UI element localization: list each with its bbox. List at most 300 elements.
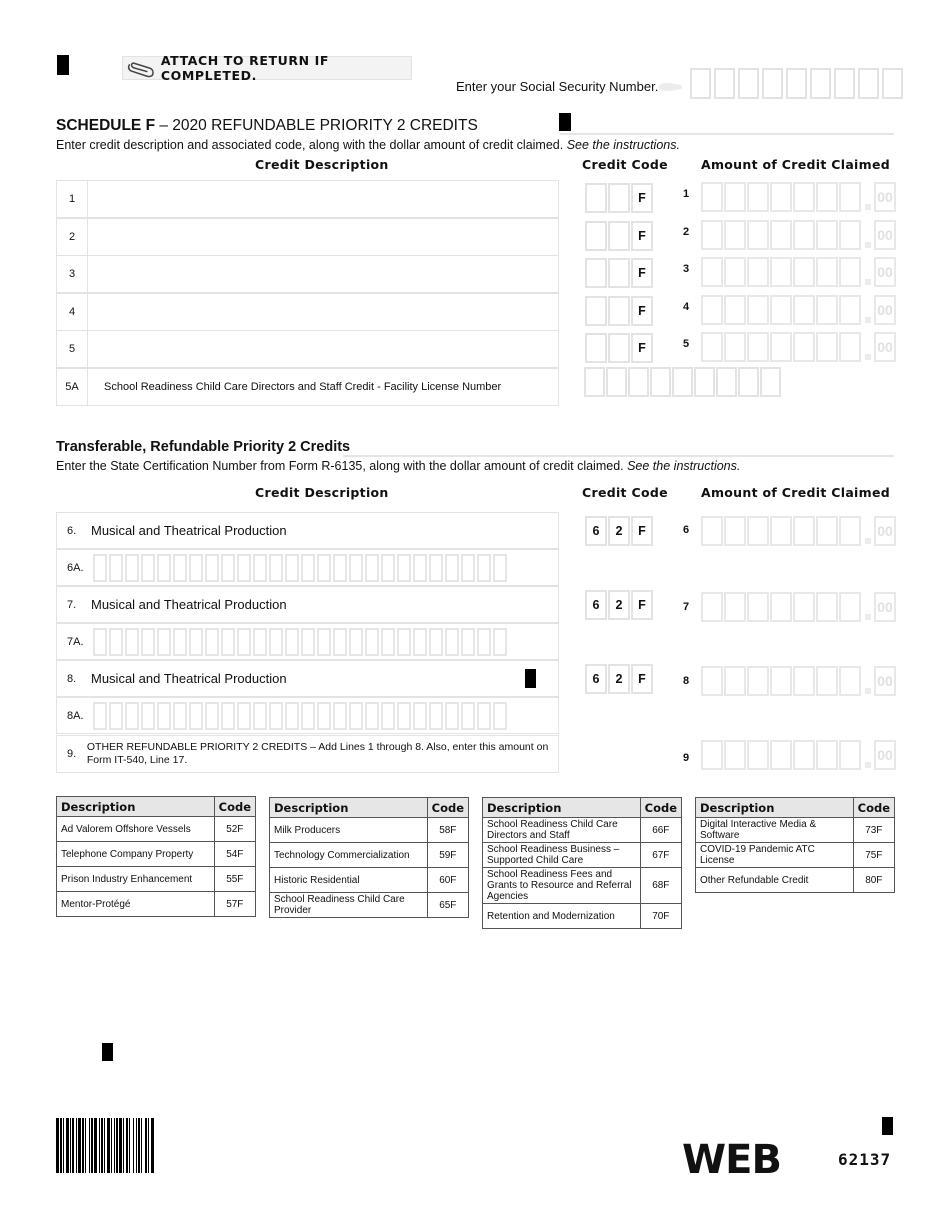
code-value: 65F: [427, 893, 468, 918]
ssn-digit-cell[interactable]: [810, 68, 831, 99]
row-number: 7.: [67, 598, 77, 611]
row-number: 1: [57, 181, 88, 217]
code-digit: 2: [608, 664, 630, 694]
table-row: [57, 867, 256, 892]
cert-digit-cell[interactable]: [253, 554, 267, 582]
cert-digit-cell[interactable]: [493, 628, 507, 656]
cert-digit-cell[interactable]: [285, 628, 299, 656]
amount-digit-cell[interactable]: [770, 592, 792, 622]
cert-digit-cell[interactable]: [477, 554, 491, 582]
credit-description-input[interactable]: [88, 181, 558, 217]
code-description: School Readiness Child Care Directors and Staff: [483, 818, 641, 843]
amount-digit-cell[interactable]: [701, 182, 723, 212]
certification-number-input[interactable]: [93, 554, 509, 582]
cert-digit-cell[interactable]: [381, 628, 395, 656]
table-row: [270, 818, 469, 843]
code-digit: 2: [608, 590, 630, 620]
cert-digit-cell[interactable]: [413, 554, 427, 582]
line-number: 4: [683, 300, 690, 313]
amount-digit-cell[interactable]: [701, 516, 723, 546]
cert-digit-cell[interactable]: [157, 702, 171, 730]
col-credit-code: Credit Code: [582, 485, 668, 500]
transferable-row: [56, 660, 559, 697]
cert-digit-cell[interactable]: [461, 554, 475, 582]
facility-license-input[interactable]: [584, 367, 782, 397]
table-row: [57, 842, 256, 867]
credit-code-input[interactable]: [585, 333, 654, 363]
decimal-point: [865, 614, 871, 620]
amount-digit-cell[interactable]: [816, 592, 838, 622]
registration-mark: [882, 1117, 893, 1135]
code-digit: F: [631, 516, 653, 546]
cert-digit-cell[interactable]: [269, 628, 283, 656]
cert-digit-cell[interactable]: [125, 702, 139, 730]
cert-digit-cell[interactable]: [221, 554, 235, 582]
table-row: [270, 868, 469, 893]
table-row: [57, 817, 256, 842]
amount-digit-cell[interactable]: [770, 332, 792, 362]
cert-digit-cell[interactable]: [477, 628, 491, 656]
cert-digit-cell[interactable]: [461, 628, 475, 656]
cert-digit-cell[interactable]: [205, 628, 219, 656]
schedule-title: SCHEDULE F – 2020 REFUNDABLE PRIORITY 2 CREDITS: [56, 117, 478, 134]
cert-digit-cell[interactable]: [397, 554, 411, 582]
cert-digit-cell[interactable]: [109, 628, 123, 656]
cert-digit-cell[interactable]: [301, 554, 315, 582]
cert-digit-cell[interactable]: [189, 702, 203, 730]
cert-digit-cell[interactable]: [349, 702, 363, 730]
transferable-title: Transferable, Refundable Priority 2 Credits: [56, 439, 351, 455]
amount-input-line-1[interactable]: [701, 182, 896, 212]
code-digit: 6: [585, 590, 607, 620]
cents-cell: 00: [874, 257, 896, 287]
amount-digit-cell[interactable]: [770, 295, 792, 325]
amount-digit-cell[interactable]: [770, 220, 792, 250]
amount-digit-cell[interactable]: [770, 666, 792, 696]
code-digit: F: [631, 590, 653, 620]
amount-digit-cell[interactable]: [816, 666, 838, 696]
amount-digit-cell[interactable]: [816, 257, 838, 287]
code-value: 57F: [214, 892, 255, 917]
table-row: [483, 868, 682, 904]
amount-digit-cell[interactable]: [747, 182, 769, 212]
cert-digit-cell[interactable]: [285, 702, 299, 730]
credit-code: [585, 516, 654, 546]
code-description: Historic Residential: [270, 868, 428, 893]
line-number: 5: [683, 338, 690, 350]
code-description: Digital Interactive Media & Software: [696, 818, 854, 843]
amount-digit-cell[interactable]: [724, 295, 746, 325]
cert-digit-cell[interactable]: [285, 554, 299, 582]
row-description: Musical and Theatrical Production: [91, 523, 287, 538]
credit-row[interactable]: [56, 330, 559, 368]
amount-digit-cell[interactable]: [816, 332, 838, 362]
amount-digit-cell[interactable]: [724, 666, 746, 696]
code-digit-cell[interactable]: [608, 333, 630, 363]
code-suffix: F: [631, 333, 653, 363]
form-number: 62137: [838, 1150, 892, 1169]
code-description: Ad Valorem Offshore Vessels: [57, 817, 215, 842]
cert-digit-cell[interactable]: [349, 628, 363, 656]
table-row: [483, 843, 682, 868]
row-number: 6A.: [67, 561, 84, 574]
amount-input-line-3[interactable]: [701, 257, 896, 287]
attach-banner: [122, 53, 412, 83]
cert-digit-cell[interactable]: [445, 702, 459, 730]
row-9: [56, 735, 559, 773]
row-number: 5: [57, 331, 88, 367]
credit-code-input[interactable]: [585, 221, 654, 251]
code-digit: 2: [608, 516, 630, 546]
cert-digit-cell[interactable]: [397, 702, 411, 730]
cert-digit-cell[interactable]: [381, 554, 395, 582]
code-suffix: F: [631, 183, 653, 213]
cert-digit-cell[interactable]: [269, 702, 283, 730]
amount-digit-cell[interactable]: [747, 220, 769, 250]
code-description: School Readiness Child Care Provider: [270, 893, 428, 918]
cert-digit-cell[interactable]: [157, 554, 171, 582]
certification-row: [56, 623, 559, 660]
web-label: WEB: [682, 1137, 781, 1183]
code-value: 66F: [640, 818, 681, 843]
code-description: Technology Commercialization: [270, 843, 428, 868]
cert-digit-cell[interactable]: [429, 628, 443, 656]
credit-code: [585, 590, 654, 620]
transferable-row: [56, 512, 559, 549]
credit-row[interactable]: [56, 293, 559, 331]
code-value: 58F: [427, 818, 468, 843]
code-suffix: F: [631, 221, 653, 251]
cert-digit-cell[interactable]: [429, 554, 443, 582]
table-header: Code: [853, 798, 894, 818]
code-digit-cell[interactable]: [608, 183, 630, 213]
code-description: Other Refundable Credit: [696, 868, 854, 893]
cert-digit-cell[interactable]: [413, 702, 427, 730]
amount-digit-cell[interactable]: [701, 666, 723, 696]
amount-digit-cell[interactable]: [839, 592, 861, 622]
divider: [560, 133, 894, 135]
cert-digit-cell[interactable]: [237, 628, 251, 656]
amount-digit-cell[interactable]: [839, 182, 861, 212]
row-number: 5A: [57, 369, 88, 405]
amount-digit-cell[interactable]: [839, 220, 861, 250]
cert-digit-cell[interactable]: [173, 702, 187, 730]
credit-description-input[interactable]: [88, 331, 558, 367]
cert-digit-cell[interactable]: [221, 628, 235, 656]
credit-description-input[interactable]: [88, 219, 558, 255]
ssn-digit-cell[interactable]: [882, 68, 903, 99]
transferable-row: [56, 586, 559, 623]
row-number: 4: [57, 294, 88, 330]
cert-digit-cell[interactable]: [381, 702, 395, 730]
table-row: [483, 904, 682, 929]
amount-digit-cell[interactable]: [793, 257, 815, 287]
amount-digit-cell[interactable]: [793, 182, 815, 212]
credit-description-input[interactable]: [88, 294, 558, 330]
row-number: 6.: [67, 524, 77, 537]
amount-digit-cell[interactable]: [816, 295, 838, 325]
cert-digit-cell[interactable]: [93, 702, 107, 730]
code-value: 75F: [853, 843, 894, 868]
cert-digit-cell[interactable]: [413, 628, 427, 656]
cert-digit-cell[interactable]: [301, 702, 315, 730]
code-digit-cell[interactable]: [585, 221, 607, 251]
cert-digit-cell[interactable]: [253, 702, 267, 730]
row-number: 3: [57, 256, 88, 292]
code-value: 59F: [427, 843, 468, 868]
line-number: 9: [683, 752, 690, 764]
row-5a-text: School Readiness Child Care Directors and Staff Credit - Facility License Number: [104, 381, 502, 393]
cert-digit-cell[interactable]: [477, 702, 491, 730]
barcode: [56, 1118, 228, 1173]
table-header: Code: [214, 797, 255, 817]
code-description: Retention and Modernization: [483, 904, 641, 929]
ssn-digit-cell[interactable]: [834, 68, 855, 99]
amount-digit-cell[interactable]: [747, 257, 769, 287]
amount-digit-cell[interactable]: [724, 592, 746, 622]
amount-input-line-4[interactable]: [701, 295, 896, 325]
col-credit-description: Credit Description: [255, 157, 389, 172]
amount-digit-cell[interactable]: [747, 592, 769, 622]
table-row: [696, 868, 895, 893]
cert-digit-cell[interactable]: [141, 702, 155, 730]
table-row: [696, 818, 895, 843]
code-description: School Readiness Fees and Grants to Resource and Referral Agencies: [483, 868, 641, 904]
cert-digit-cell[interactable]: [141, 628, 155, 656]
ssn-digit-cell[interactable]: [690, 68, 711, 99]
credit-description-input[interactable]: [88, 256, 558, 292]
ssn-digit-cell[interactable]: [714, 68, 735, 99]
amount-digit-cell[interactable]: [793, 295, 815, 325]
amount-digit-cell[interactable]: [839, 666, 861, 696]
amount-digit-cell[interactable]: [816, 220, 838, 250]
amount-digit-cell[interactable]: [816, 182, 838, 212]
row-5a: [56, 368, 559, 406]
credit-row[interactable]: [56, 180, 559, 218]
amount-digit-cell[interactable]: [724, 182, 746, 212]
amount-input-line-6[interactable]: [701, 516, 896, 546]
cert-digit-cell[interactable]: [205, 702, 219, 730]
cert-digit-cell[interactable]: [317, 554, 331, 582]
code-table: [56, 796, 256, 917]
line-number: 1: [683, 188, 690, 200]
table-row: [57, 892, 256, 917]
pointing-hand-icon: [657, 80, 683, 94]
col-credit-code: Credit Code: [582, 157, 668, 172]
line-number: 3: [683, 263, 690, 275]
cert-digit-cell[interactable]: [253, 628, 267, 656]
cert-digit-cell[interactable]: [237, 702, 251, 730]
amount-digit-cell[interactable]: [793, 332, 815, 362]
amount-digit-cell[interactable]: [839, 257, 861, 287]
amount-digit-cell[interactable]: [701, 332, 723, 362]
cert-digit-cell[interactable]: [269, 554, 283, 582]
amount-digit-cell[interactable]: [770, 182, 792, 212]
col-credit-description: Credit Description: [255, 485, 389, 500]
decimal-point: [865, 204, 871, 210]
decimal-point: [865, 538, 871, 544]
code-digit-cell[interactable]: [585, 258, 607, 288]
certification-number-input[interactable]: [93, 702, 509, 730]
code-value: 54F: [214, 842, 255, 867]
row-9-text: OTHER REFUNDABLE PRIORITY 2 CREDITS – Add Lines 1 through 8. Also, enter this amount on Form IT-540, Line 17.: [86, 741, 549, 766]
amount-digit-cell[interactable]: [724, 220, 746, 250]
cert-digit-cell[interactable]: [173, 554, 187, 582]
code-description: Mentor-Protégé: [57, 892, 215, 917]
cert-digit-cell[interactable]: [205, 554, 219, 582]
decimal-point: [865, 354, 871, 360]
cert-digit-cell[interactable]: [493, 554, 507, 582]
cert-digit-cell[interactable]: [333, 628, 347, 656]
cert-digit-cell[interactable]: [221, 702, 235, 730]
cert-digit-cell[interactable]: [317, 702, 331, 730]
amount-digit-cell[interactable]: [816, 516, 838, 546]
table-header: Code: [640, 798, 681, 818]
table-row: [483, 818, 682, 843]
attach-text: ATTACH TO RETURN IF COMPLETED.: [160, 53, 329, 83]
row-number: 2: [57, 219, 88, 255]
amount-input-line-9[interactable]: 00: [701, 740, 896, 770]
cents-cell: 00: [874, 592, 896, 622]
cert-digit-cell[interactable]: [333, 702, 347, 730]
ssn-digit-cell[interactable]: [858, 68, 879, 99]
code-digit-cell[interactable]: [608, 258, 630, 288]
row-number: 8A.: [67, 709, 84, 722]
ssn-digit-cell[interactable]: [786, 68, 807, 99]
amount-digit-cell[interactable]: [747, 666, 769, 696]
code-value: 55F: [214, 867, 255, 892]
cert-digit-cell[interactable]: [445, 628, 459, 656]
cert-digit-cell[interactable]: [141, 554, 155, 582]
cert-digit-cell[interactable]: [173, 628, 187, 656]
amount-digit-cell[interactable]: [770, 516, 792, 546]
credit-row[interactable]: [56, 255, 559, 293]
code-digit-cell[interactable]: [585, 183, 607, 213]
amount-digit-cell[interactable]: [701, 257, 723, 287]
decimal-point: [865, 688, 871, 694]
cert-digit-cell[interactable]: [189, 554, 203, 582]
amount-digit-cell[interactable]: [793, 592, 815, 622]
code-description: Prison Industry Enhancement: [57, 867, 215, 892]
cert-digit-cell[interactable]: [365, 628, 379, 656]
credit-code-input[interactable]: [585, 183, 654, 213]
amount-input-line-5[interactable]: [701, 332, 896, 362]
amount-digit-cell[interactable]: [793, 666, 815, 696]
line-number: 2: [683, 225, 690, 238]
cert-digit-cell[interactable]: [429, 702, 443, 730]
cents-cell: 00: [874, 182, 896, 212]
row-number: 7A.: [67, 635, 84, 648]
row-number: 8.: [67, 672, 77, 685]
cert-digit-cell[interactable]: [125, 554, 139, 582]
cert-digit-cell[interactable]: [349, 554, 363, 582]
table-header: Description: [57, 797, 215, 817]
cert-digit-cell[interactable]: [189, 628, 203, 656]
amount-digit-cell[interactable]: [839, 295, 861, 325]
cents-cell: 00: [874, 516, 896, 546]
cert-digit-cell[interactable]: [109, 554, 123, 582]
table-header: Description: [483, 798, 641, 818]
amount-digit-cell[interactable]: [701, 592, 723, 622]
amount-digit-cell[interactable]: [747, 516, 769, 546]
decimal-point: [865, 242, 871, 248]
code-digit-cell[interactable]: [585, 333, 607, 363]
amount-digit-cell[interactable]: [839, 332, 861, 362]
code-digit-cell[interactable]: [585, 296, 607, 326]
code-digit-cell[interactable]: [608, 296, 630, 326]
cert-digit-cell[interactable]: [237, 554, 251, 582]
credit-code-input[interactable]: [585, 296, 654, 326]
amount-digit-cell[interactable]: [724, 516, 746, 546]
registration-mark: [102, 1043, 113, 1061]
amount-digit-cell[interactable]: [747, 295, 769, 325]
code-value: 67F: [640, 843, 681, 868]
code-digit-cell[interactable]: [608, 221, 630, 251]
code-digit: 6: [585, 664, 607, 694]
amount-digit-cell[interactable]: [747, 332, 769, 362]
registration-mark: [57, 55, 69, 75]
registration-mark: [525, 669, 536, 688]
line-number: 7: [683, 601, 690, 613]
row-description: Musical and Theatrical Production: [91, 597, 287, 612]
amount-input-line-8[interactable]: [701, 666, 896, 696]
row-number: 9.: [67, 748, 77, 760]
certification-row: [56, 549, 559, 586]
cert-digit-cell[interactable]: [397, 628, 411, 656]
code-description: Milk Producers: [270, 818, 428, 843]
credit-row[interactable]: [56, 218, 559, 256]
code-suffix: F: [631, 258, 653, 288]
cert-digit-cell[interactable]: [461, 702, 475, 730]
cert-digit-cell[interactable]: [157, 628, 171, 656]
cert-digit-cell[interactable]: [109, 702, 123, 730]
cert-digit-cell[interactable]: [93, 554, 107, 582]
ssn-digit-cell[interactable]: [738, 68, 759, 99]
registration-mark: [559, 113, 571, 131]
cert-digit-cell[interactable]: [93, 628, 107, 656]
cert-digit-cell[interactable]: [365, 702, 379, 730]
cert-digit-cell[interactable]: [493, 702, 507, 730]
cert-digit-cell[interactable]: [445, 554, 459, 582]
cert-digit-cell[interactable]: [333, 554, 347, 582]
amount-digit-cell[interactable]: [724, 257, 746, 287]
table-header: Description: [270, 798, 428, 818]
amount-digit-cell[interactable]: [839, 516, 861, 546]
amount-digit-cell[interactable]: [701, 295, 723, 325]
cert-digit-cell[interactable]: [317, 628, 331, 656]
amount-digit-cell[interactable]: [793, 220, 815, 250]
ssn-digit-cell[interactable]: [762, 68, 783, 99]
ssn-input[interactable]: [690, 68, 906, 99]
amount-digit-cell[interactable]: [793, 516, 815, 546]
cents-cell: 00: [874, 295, 896, 325]
col-amount-claimed: Amount of Credit Claimed: [701, 157, 890, 172]
amount-digit-cell[interactable]: [770, 257, 792, 287]
amount-digit-cell[interactable]: [701, 220, 723, 250]
amount-input-line-7[interactable]: [701, 592, 896, 622]
divider: [343, 455, 894, 457]
credit-code-input[interactable]: [585, 258, 654, 288]
amount-digit-cell[interactable]: [724, 332, 746, 362]
certification-number-input[interactable]: [93, 628, 509, 656]
code-description: School Readiness Business – Supported Child Care: [483, 843, 641, 868]
cert-digit-cell[interactable]: [125, 628, 139, 656]
ssn-label: Enter your Social Security Number.: [456, 79, 659, 94]
amount-input-line-2[interactable]: [701, 220, 896, 250]
cert-digit-cell[interactable]: [365, 554, 379, 582]
code-digit: F: [631, 664, 653, 694]
cert-digit-cell[interactable]: [301, 628, 315, 656]
